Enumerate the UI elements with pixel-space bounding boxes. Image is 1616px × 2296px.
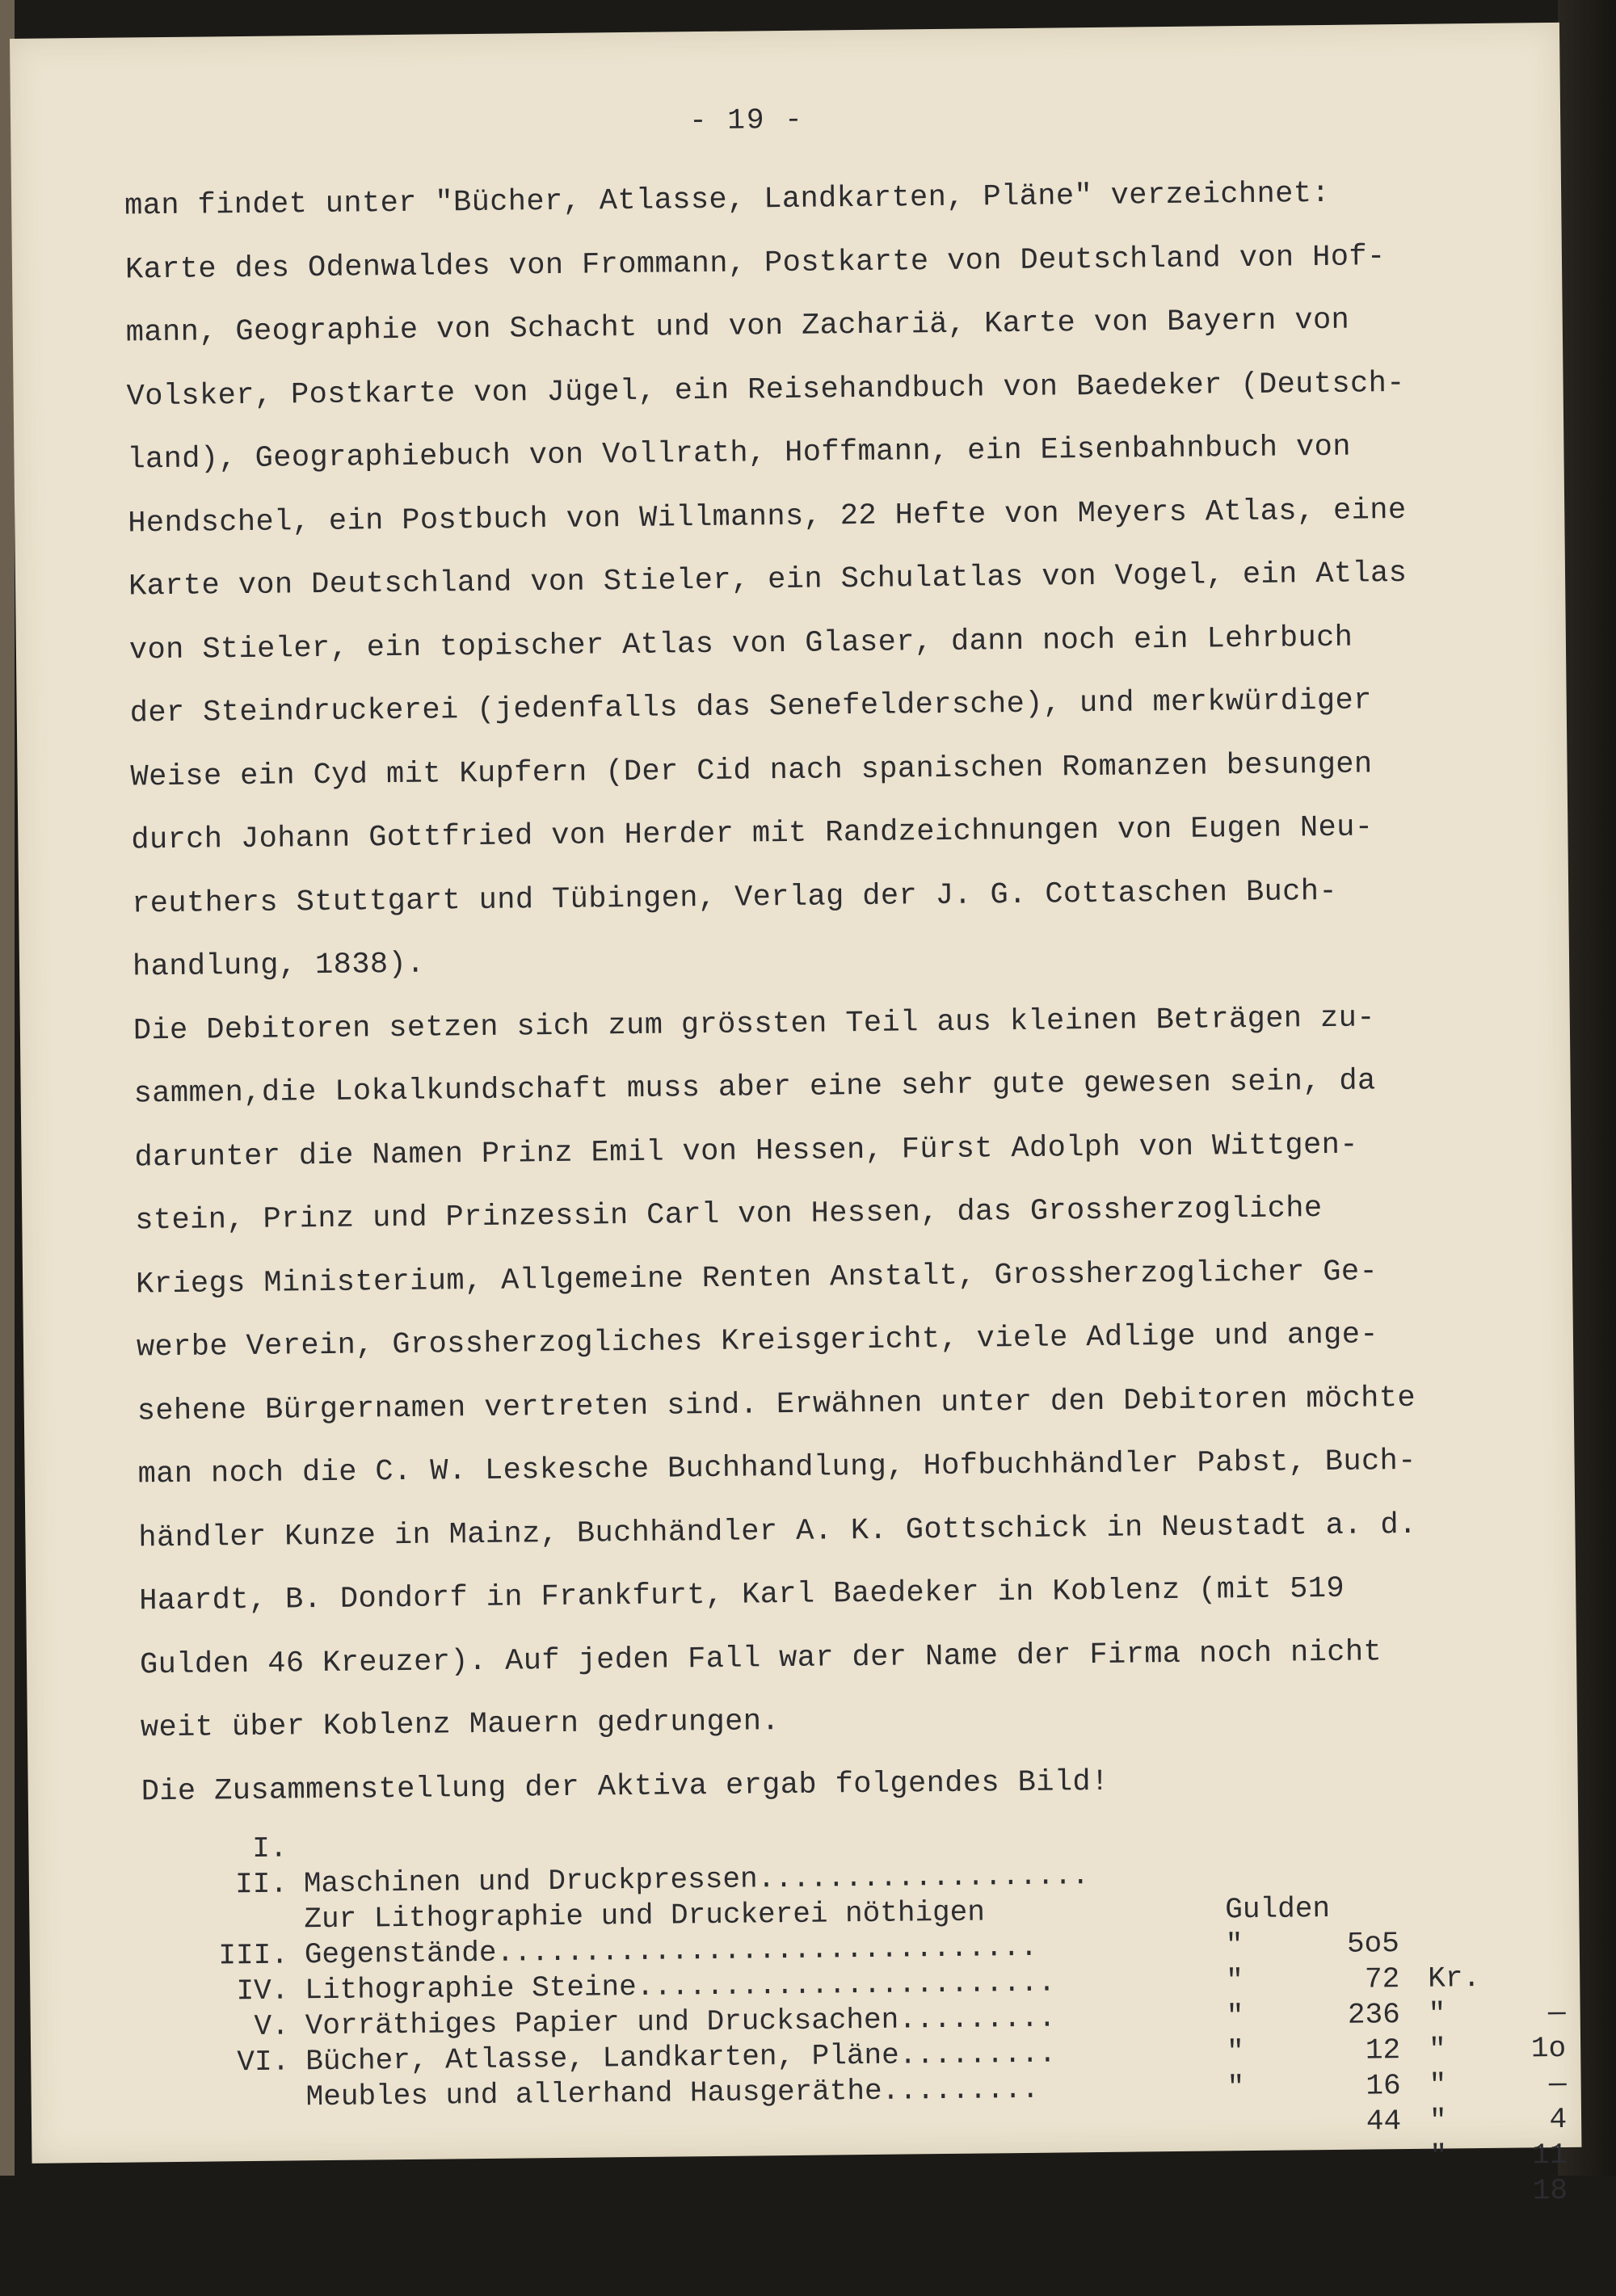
aktiva-gulden: 44 (1366, 2105, 1402, 2138)
text-line: Haardt, B. Dondorf in Frankfurt, Karl Baedeker in Koblenz (mit 519 (139, 1571, 1345, 1619)
text-line: land), Geographiebuch von Vollrath, Hoffmann, ein Eisenbahnbuch von (127, 430, 1352, 477)
text-line: sehene Bürgernamen vertreten sind. Erwähnen unter den Debitoren möchte (137, 1381, 1416, 1428)
text-line: Die Zusammenstellung der Aktiva ergab folgendes Bild! (141, 1764, 1109, 1809)
aktiva-kreuzer-unit: " (1429, 2104, 1447, 2138)
text-line: Weise ein Cyd mit Kupfern (Der Cid nach spanischen Romanzen besungen (130, 746, 1373, 794)
text-line: Volsker, Postkarte von Jügel, ein Reisehandbuch von Baedeker (Deutsch- (126, 366, 1406, 414)
text-line: reuthers Stuttgart und Tübingen, Verlag der J. G. Cottaschen Buch- (132, 874, 1338, 921)
text-line: man findet unter "Bücher, Atlasse, Landkarten, Pläne" verzeichnet: (124, 176, 1331, 224)
aktiva-number: II. (234, 1867, 288, 1902)
body-text (124, 161, 1515, 1824)
page-number: - 19 - (688, 103, 804, 138)
aktiva-item: Zur Lithographie und Druckerei nöthigen (304, 1895, 986, 1936)
text-line: Gulden 46 Kreuzer). Auf jeden Fall war der Name der Firma noch nicht (139, 1634, 1382, 1682)
aktiva-unit: " (1226, 2000, 1244, 2033)
text-line: Karte von Deutschland von Stieler, ein Schulatlas von Vogel, ein Atlas (128, 556, 1408, 604)
aktiva-unit: " (1225, 1928, 1244, 1962)
aktiva-gulden: 72 (1364, 1962, 1400, 1996)
text-line: Die Debitoren setzen sich zum grössten Teil aus kleinen Beträgen zu- (133, 1000, 1376, 1048)
aktiva-kreuzer: 1o (1530, 2031, 1567, 2066)
document-page (10, 23, 1581, 2208)
aktiva-kreuzer-unit: Kr. (1428, 1962, 1481, 1995)
aktiva-number: VI. (237, 2045, 290, 2079)
text-line: weit über Koblenz Mauern gedrungen. (140, 1705, 781, 1746)
aktiva-kreuzer-unit: " (1428, 1997, 1446, 2031)
aktiva-item: Gegenstände............................... (304, 1930, 1038, 1972)
aktiva-item: Bücher, Atlasse, Landkarten, Pläne......... (305, 2037, 1057, 2079)
text-line: der Steindruckerei (jedenfalls das Senefeldersche), und merkwürdiger (129, 683, 1372, 731)
aktiva-item: Maschinen und Druckpressen................... (303, 1859, 1090, 1901)
text-line: von Stieler, ein topischer Atlas von Glaser, dann noch ein Lehrbuch (128, 620, 1353, 667)
text-line: man noch die C. W. Leskesche Buchhandlung, Hofbuchhändler Pabst, Buch- (137, 1444, 1417, 1492)
aktiva-list (190, 1782, 1568, 2208)
aktiva-kreuzer: — (1548, 2067, 1567, 2101)
aktiva-unit: " (1227, 2071, 1245, 2105)
aktiva-kreuzer-unit: " (1429, 2139, 1448, 2173)
aktiva-unit: " (1226, 1964, 1244, 1998)
text-line: händler Kunze in Mainz, Buchhändler A. K. Gottschick in Neustadt a. d. (138, 1508, 1417, 1555)
aktiva-number: III. (218, 1938, 289, 1973)
aktiva-gulden: 12 (1365, 2033, 1401, 2067)
aktiva-gulden: 236 (1347, 1998, 1400, 2032)
aktiva-kreuzer: 18 (1532, 2173, 1568, 2208)
text-line: stein, Prinz und Prinzessin Carl von Hessen, das Grossherzogliche (135, 1192, 1323, 1238)
aktiva-item: Lithographie Steine........................ (305, 1966, 1056, 2008)
text-line: werbe Verein, Grossherzogliches Kreisgericht, viele Adlige und ange- (136, 1318, 1379, 1365)
aktiva-gulden: 5o5 (1346, 1927, 1399, 1961)
text-line: Kriegs Ministerium, Allgemeine Renten Anstalt, Grossherzoglicher Ge- (135, 1254, 1378, 1301)
aktiva-unit: Gulden (1225, 1892, 1331, 1927)
aktiva-kreuzer-unit: " (1429, 2068, 1447, 2102)
aktiva-number: V. (254, 2009, 289, 2043)
aktiva-kreuzer: 4 (1549, 2102, 1568, 2137)
text-line: sammen,die Lokalkundschaft muss aber eine sehr gute gewesen sein, da (133, 1064, 1376, 1112)
text-line: Karte des Odenwaldes von Frommann, Postkarte von Deutschland von Hof- (124, 239, 1386, 288)
aktiva-number: IV. (236, 1974, 289, 2008)
text-line: darunter die Namen Prinz Emil von Hessen, Fürst Adolph von Wittgen- (134, 1128, 1359, 1175)
text-line: Hendschel, ein Postbuch von Willmanns, 22 Hefte von Meyers Atlas, eine (128, 493, 1407, 540)
aktiva-unit: " (1226, 2035, 1244, 2069)
aktiva-kreuzer-unit: " (1428, 2033, 1446, 2067)
aktiva-number: I. (252, 1831, 288, 1865)
aktiva-gulden: 16 (1366, 2069, 1401, 2103)
aktiva-item: Meubles und allerhand Hausgeräthe......... (305, 2072, 1040, 2114)
text-line: durch Johann Gottfried von Herder mit Randzeichnungen von Eugen Neu- (131, 810, 1374, 858)
aktiva-kreuzer: — (1547, 1995, 1566, 2030)
text-line: handlung, 1838). (132, 947, 425, 985)
aktiva-kreuzer: 11 (1532, 2138, 1568, 2172)
aktiva-item: Vorräthiges Papier und Drucksachen......... (305, 2001, 1056, 2043)
text-line: mann, Geographie von Schacht und von Zachariä, Karte von Bayern von (125, 303, 1350, 351)
